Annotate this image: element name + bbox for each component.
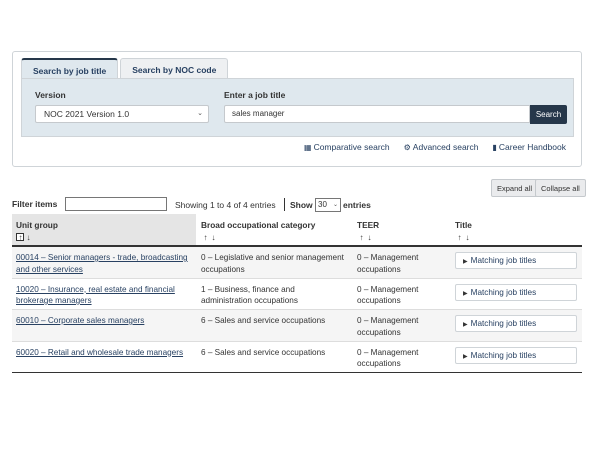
page-length-select[interactable] [315, 198, 341, 212]
column-header-label: TEER [357, 220, 380, 230]
matching-job-titles-label: Matching job titles [470, 256, 537, 265]
column-header-broad-category[interactable] [197, 214, 353, 245]
matching-job-titles-label: Matching job titles [470, 319, 537, 328]
caret-right-icon: ▶ [463, 353, 468, 360]
unit-group-link[interactable] [16, 315, 144, 327]
teer-line: 0 – Management [357, 253, 419, 262]
sort-icon: ↑ ↓ [203, 233, 215, 242]
search-button[interactable]: Search [530, 105, 567, 124]
category-line: 0 – Legislative and senior management [201, 253, 344, 262]
teer-line: occupations [357, 296, 401, 305]
expand-all-button[interactable]: Expand all [491, 179, 538, 197]
teer-line: 0 – Management [357, 284, 419, 294]
matching-job-titles-button[interactable] [455, 315, 577, 332]
category-cell [201, 347, 325, 359]
teer-line: 0 – Management [357, 347, 419, 357]
unit-group-line: brokerage managers [16, 296, 92, 305]
showing-entries-text: Showing 1 to 4 of 4 entries [175, 200, 276, 210]
unit-group-line: 60020 – Retail and wholesale trade managers [16, 347, 184, 357]
career-handbook-label: Career Handbook [498, 142, 566, 152]
unit-group-link[interactable] [16, 252, 188, 275]
category-line: administration occupations [201, 296, 298, 305]
filter-label: Filter items [12, 199, 58, 209]
category-line: 6 – Sales and service occupations [201, 316, 326, 325]
search-panel [12, 51, 582, 167]
unit-group-line: and other services [16, 264, 83, 274]
comparative-search-label: Comparative search [313, 142, 390, 152]
column-header-label: Unit group [16, 220, 58, 230]
caret-right-icon: ▶ [463, 322, 468, 328]
matching-job-titles-button[interactable] [455, 252, 577, 269]
sort-icon: ↑ ↓ [16, 233, 32, 242]
tab-search-by-noc-code[interactable]: Search by NOC code [120, 58, 228, 80]
sort-icon: ↑ ↓ [457, 233, 469, 242]
category-line: 6 – Sales and service occupations [201, 347, 326, 357]
chevron-down-icon: ⌄ [332, 202, 338, 208]
results-table [12, 214, 582, 373]
table-icon: ▦ [304, 143, 312, 152]
sort-icon: ↑ ↓ [359, 233, 371, 242]
teer-line: occupations [357, 359, 401, 368]
category-cell [201, 252, 344, 275]
chevron-down-icon: ⌄ [197, 110, 203, 117]
column-header-label: Title [455, 220, 472, 230]
table-row [12, 279, 582, 311]
table-row [12, 342, 582, 374]
matching-job-titles-button[interactable] [455, 284, 577, 301]
version-label: Version [35, 90, 66, 100]
search-links [304, 142, 566, 152]
matching-job-titles-label: Matching job titles [470, 287, 537, 297]
search-tabs [21, 58, 230, 80]
category-line: occupations [201, 264, 245, 274]
advanced-search-label: Advanced search [412, 142, 479, 152]
table-header [12, 214, 582, 247]
job-title-input[interactable]: sales manager [224, 105, 530, 123]
table-row [12, 247, 582, 279]
unit-group-line: 00014 – Senior managers - trade, broadcasting [16, 253, 188, 262]
category-line: 1 – Business, finance and [201, 284, 295, 294]
table-row [12, 310, 582, 342]
caret-right-icon: ▶ [463, 259, 468, 265]
tab-panel [21, 78, 574, 137]
unit-group-line: 60010 – Corporate sales managers [16, 316, 145, 325]
gear-icon: ⚙ [403, 143, 411, 152]
unit-group-link[interactable] [16, 284, 175, 307]
unit-group-line: 10020 – Insurance, real estate and financial [16, 284, 175, 294]
divider [284, 198, 285, 211]
column-header-unit-group[interactable] [12, 214, 196, 245]
comparative-search-link[interactable] [304, 142, 390, 152]
teer-line: occupations [357, 264, 401, 274]
job-title-label: Enter a job title [224, 90, 286, 100]
column-header-title[interactable] [451, 214, 582, 245]
teer-cell [357, 347, 418, 370]
category-cell [201, 284, 298, 307]
version-select[interactable] [35, 105, 209, 123]
tab-search-by-job-title[interactable]: Search by job title [21, 58, 118, 80]
column-header-teer[interactable] [353, 214, 451, 245]
teer-cell [357, 315, 418, 338]
book-icon: ▮ [492, 143, 497, 152]
career-handbook-link[interactable] [492, 142, 566, 152]
unit-group-link[interactable] [16, 347, 183, 359]
teer-cell [357, 252, 418, 275]
version-select-value: NOC 2021 Version 1.0 [44, 109, 130, 119]
teer-line: occupations [357, 327, 401, 337]
page-length-value: 30 [318, 200, 327, 209]
entries-label: entries [343, 200, 371, 210]
category-cell [201, 315, 325, 327]
teer-cell [357, 284, 418, 307]
column-header-label: Broad occupational category [201, 220, 316, 230]
collapse-all-button[interactable]: Collapse all [535, 179, 586, 197]
teer-line: 0 – Management [357, 316, 419, 325]
matching-job-titles-label: Matching job titles [470, 350, 537, 360]
show-label: Show [290, 200, 313, 210]
caret-right-icon: ▶ [463, 290, 468, 297]
filter-input[interactable] [65, 197, 167, 211]
advanced-search-link[interactable] [404, 142, 479, 152]
matching-job-titles-button[interactable] [455, 347, 577, 364]
